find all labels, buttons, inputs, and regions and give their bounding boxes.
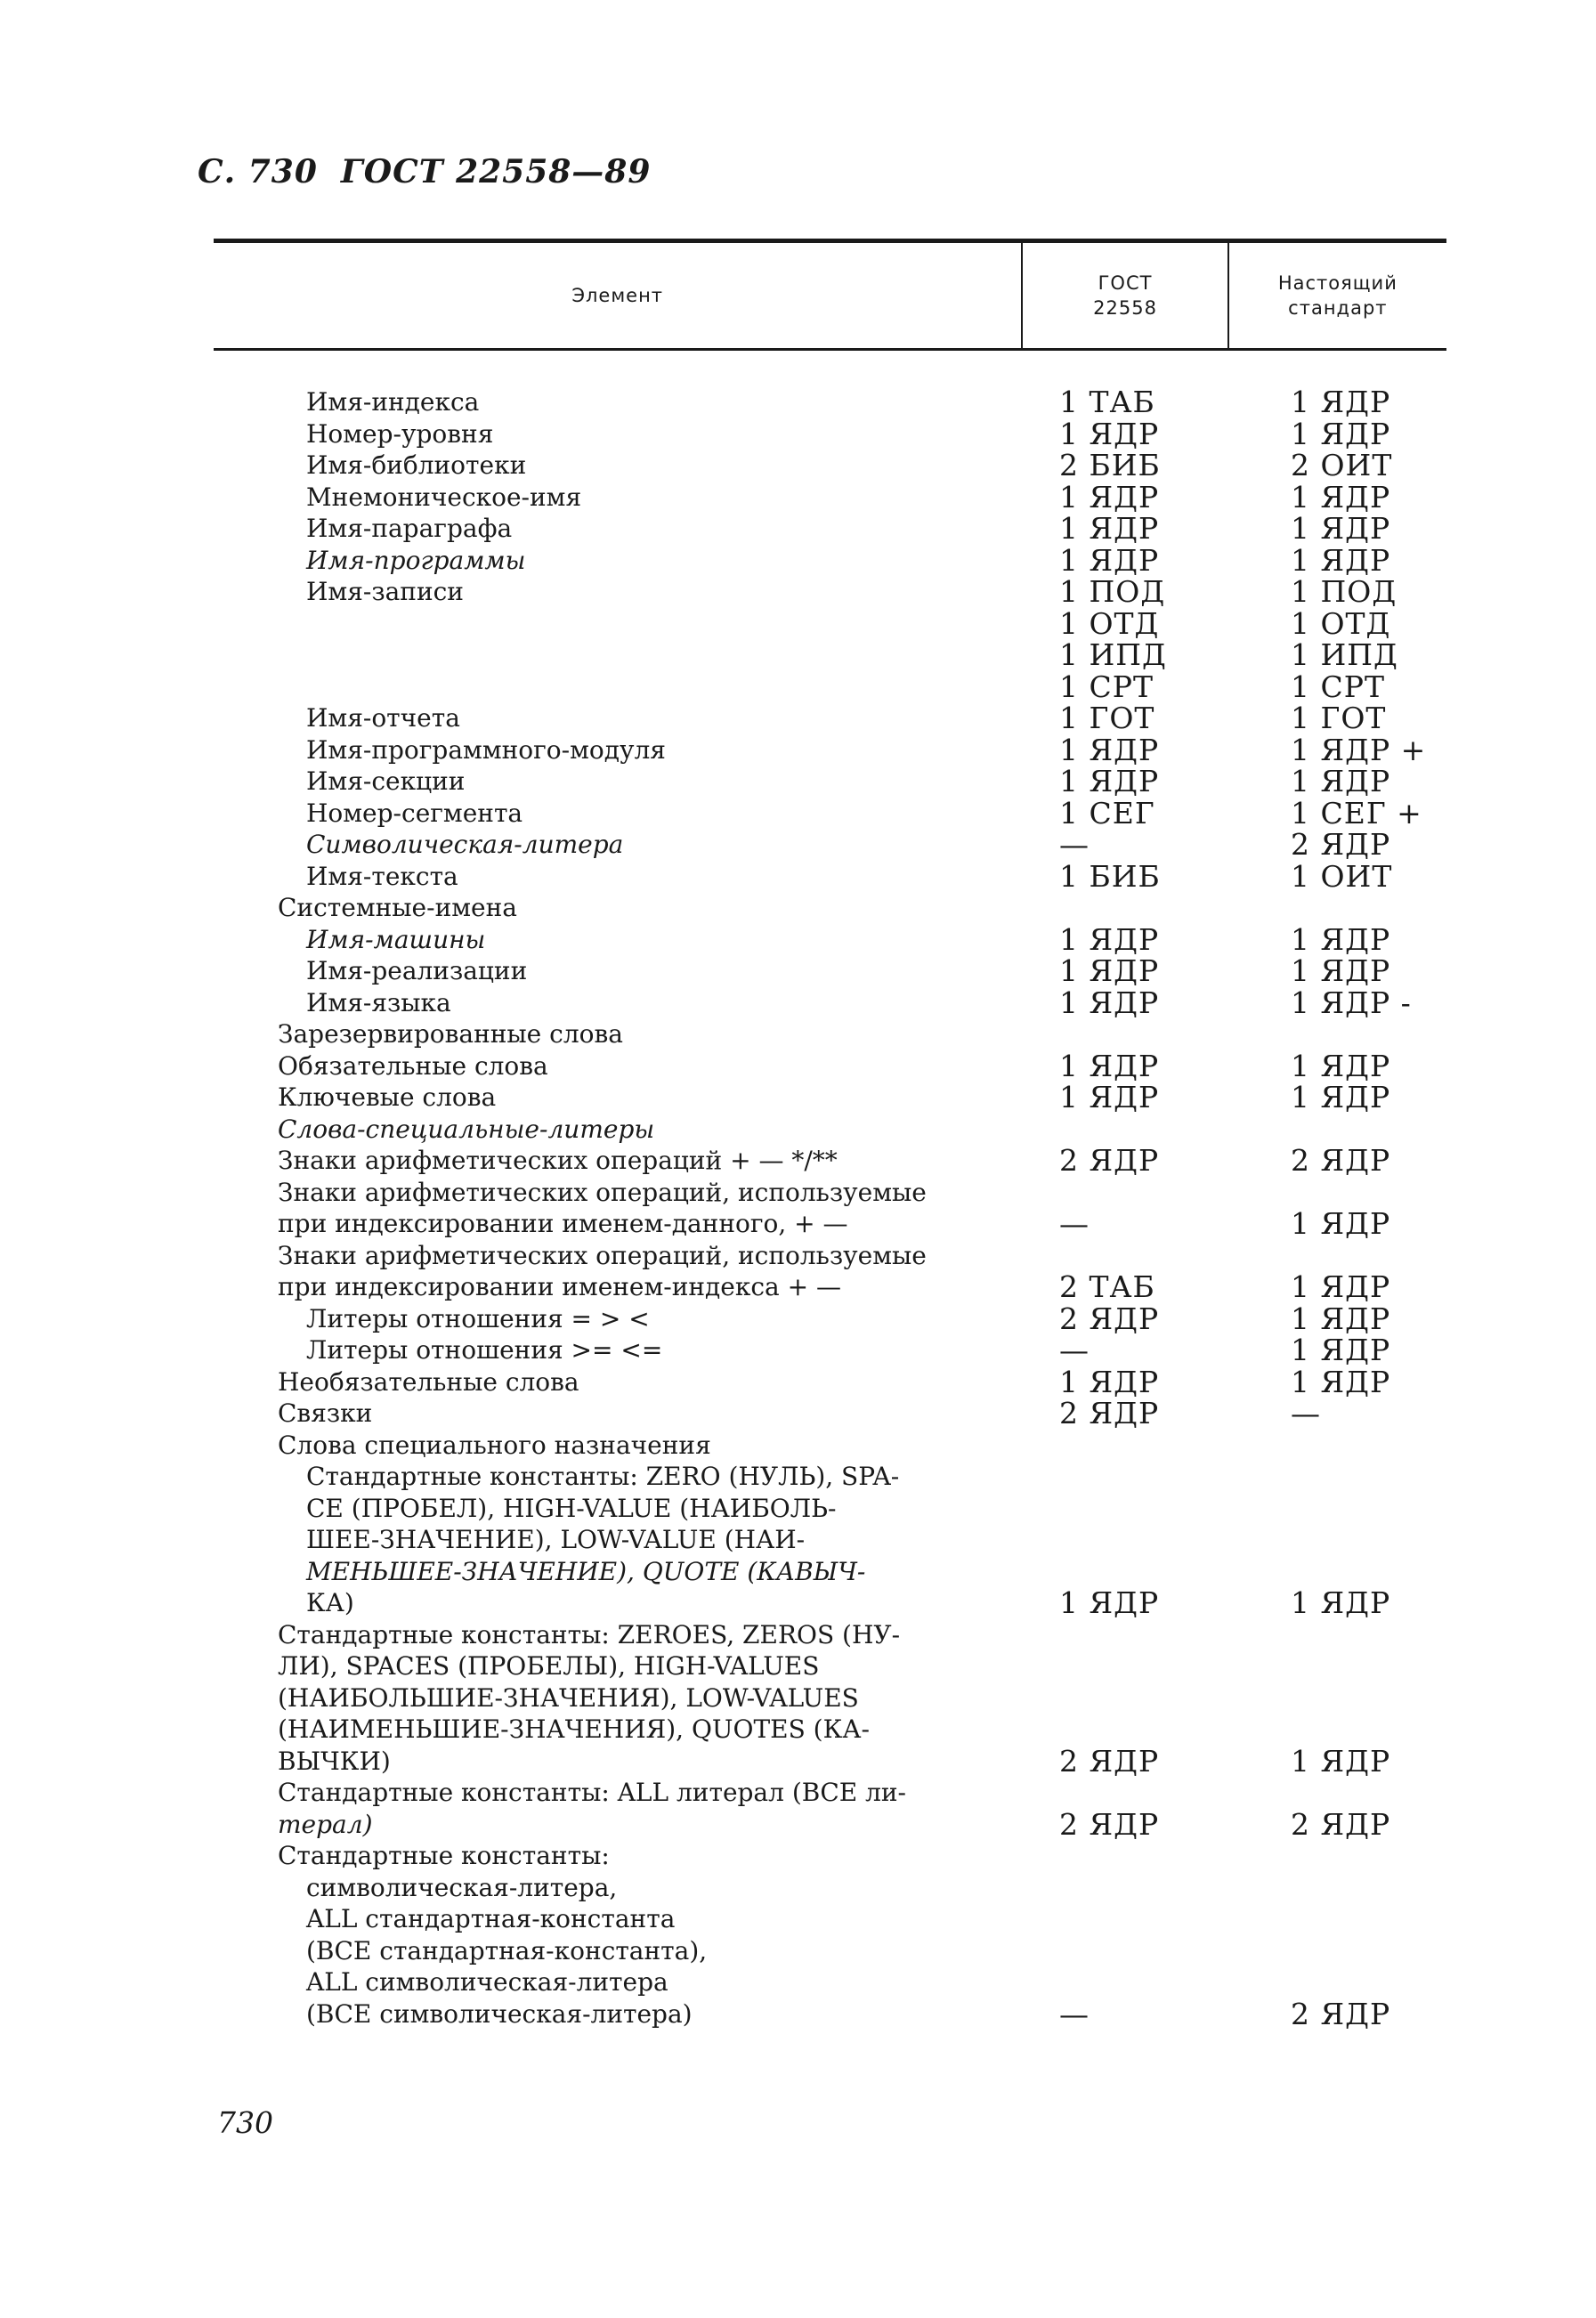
standards-table <box>214 239 1446 2030</box>
document-title: ГОСТ 22558—89 <box>340 153 652 190</box>
table-row: ШЕЕ-ЗНАЧЕНИЕ), LOW-VALUE (НАИ- <box>306 1525 806 1554</box>
table-row: 1 ОТД 1 ОТД <box>1059 605 1391 641</box>
table-row: при индексировании именем-данного, + — — 1 ЯДР <box>278 1206 1391 1241</box>
table-row: МЕНЬШЕЕ-ЗНАЧЕНИЕ), QUOTE (КАВЫЧ- <box>306 1556 866 1586</box>
table-row: Имя-записи 1 ПОД 1 ПОД <box>306 574 1398 609</box>
table-row: символическая-литера, <box>306 1872 618 1902</box>
table-row: Имя-реализации 1 ЯДР 1 ЯДР <box>306 953 1391 988</box>
table-row: терал) 2 ЯДР 2 ЯДР <box>278 1806 1391 1842</box>
table-row: при индексировании именем-индекса + — 2 ТАБ 1 ЯДР <box>278 1269 1391 1304</box>
table-row: Имя-программного-модуля 1 ЯДР 1 ЯДР + <box>306 732 1427 767</box>
table-row: Номер-сегмента 1 СЕГ 1 СЕГ + <box>306 795 1422 831</box>
table-row: Стандартные константы: ZERO (НУЛЬ), SPA- <box>306 1462 900 1491</box>
table-row: (ВСЕ стандартная-константа), <box>306 1935 708 1965</box>
table-row: Имя-секции 1 ЯДР 1 ЯДР <box>306 764 1391 798</box>
table-row: Имя-индекса 1 ТАБ 1 ЯДР <box>306 385 1391 419</box>
table-row: Знаки арифметических операций + — */** 2 ЯДР 2 ЯДР <box>278 1143 1391 1178</box>
table-row: 1 СРТ 1 СРТ <box>1059 669 1385 704</box>
table-row: ALL символическая-литера <box>306 1967 668 1997</box>
table-row: Литеры отношения = > < 2 ЯДР 1 ЯДР <box>306 1301 1391 1336</box>
table-row: ВЫЧКИ) 2 ЯДР 1 ЯДР <box>278 1743 1391 1779</box>
table-row: Имя-текста 1 БИБ 1 ОИТ <box>306 858 1393 894</box>
table-row: Имя-языка 1 ЯДР 1 ЯДР - <box>306 985 1412 1020</box>
table-row: Обязательные слова 1 ЯДР 1 ЯДР <box>278 1048 1391 1083</box>
table-row: (НАИМЕНЬШИЕ-ЗНАЧЕНИЯ), QUOTES (КА- <box>278 1714 870 1744</box>
table-header <box>214 243 1446 348</box>
table-row: Мнемоническое-имя 1 ЯДР 1 ЯДР <box>306 479 1391 515</box>
table-row: Номер-уровня 1 ЯДР 1 ЯДР <box>306 416 1391 451</box>
table-row: Связки 2 ЯДР — <box>278 1396 1321 1431</box>
column-header-gost: ГОСТ 22558 <box>1023 243 1228 348</box>
table-row: Имя-параграфа 1 ЯДР 1 ЯДР <box>306 511 1391 546</box>
table-row: CE (ПРОБЕЛ), HIGH-VALUE (НАИБОЛЬ- <box>306 1493 837 1523</box>
table-row: Знаки арифметических операций, используемые <box>278 1177 927 1207</box>
table-row: Имя-отчета 1 ГОТ 1 ГОТ <box>306 701 1387 735</box>
table-row: (ВСЕ символическая-литера) — 2 ЯДР <box>306 1996 1391 2031</box>
page-number: 730 <box>217 2105 273 2140</box>
table-row: Литеры отношения >= <= — 1 ЯДР <box>306 1333 1391 1367</box>
table-row: Имя-машины 1 ЯДР 1 ЯДР <box>306 921 1391 957</box>
column-header-element: Элемент <box>214 243 1023 348</box>
table-row: ALL стандартная-константа <box>306 1904 676 1933</box>
table-row: КА) 1 ЯДР 1 ЯДР <box>306 1585 1391 1620</box>
table-row: Символическая-литера — 2 ЯДР <box>306 827 1391 862</box>
table-body <box>214 351 1446 2030</box>
table-row: Слова-специальные-литеры <box>278 1114 655 1144</box>
page-header <box>198 153 651 190</box>
table-row: Необязательные слова 1 ЯДР 1 ЯДР <box>278 1364 1391 1399</box>
table-row: ЛИ), SPACES (ПРОБЕЛЫ), HIGH-VALUES <box>278 1651 820 1681</box>
table-row: Имя-программы 1 ЯДР 1 ЯДР <box>306 542 1391 578</box>
table-row: Имя-библиотеки 2 БИБ 2 ОИТ <box>306 448 1393 482</box>
table-row: Ключевые слова 1 ЯДР 1 ЯДР <box>278 1080 1391 1114</box>
table-row: Зарезервированные слова <box>278 1019 623 1049</box>
table-row: Слова специального назначения <box>278 1430 711 1460</box>
table-row: (НАИБОЛЬШИЕ-ЗНАЧЕНИЯ), LOW-VALUES <box>278 1682 859 1713</box>
table-row: Стандартные константы: ALL литерал (ВСЕ ли- <box>278 1778 906 1807</box>
table-row: Стандартные константы: <box>278 1841 610 1870</box>
table-row: Стандартные константы: ZEROES, ZEROS (НУ- <box>278 1619 901 1649</box>
column-header-standard: Настоящий стандарт <box>1277 272 1398 319</box>
page-label: С. 730 <box>198 153 318 190</box>
table-row: 1 ИПД 1 ИПД <box>1059 637 1398 672</box>
table-row: Знаки арифметических операций, используемые <box>278 1240 927 1270</box>
table-row: Системные-имена <box>278 893 517 922</box>
